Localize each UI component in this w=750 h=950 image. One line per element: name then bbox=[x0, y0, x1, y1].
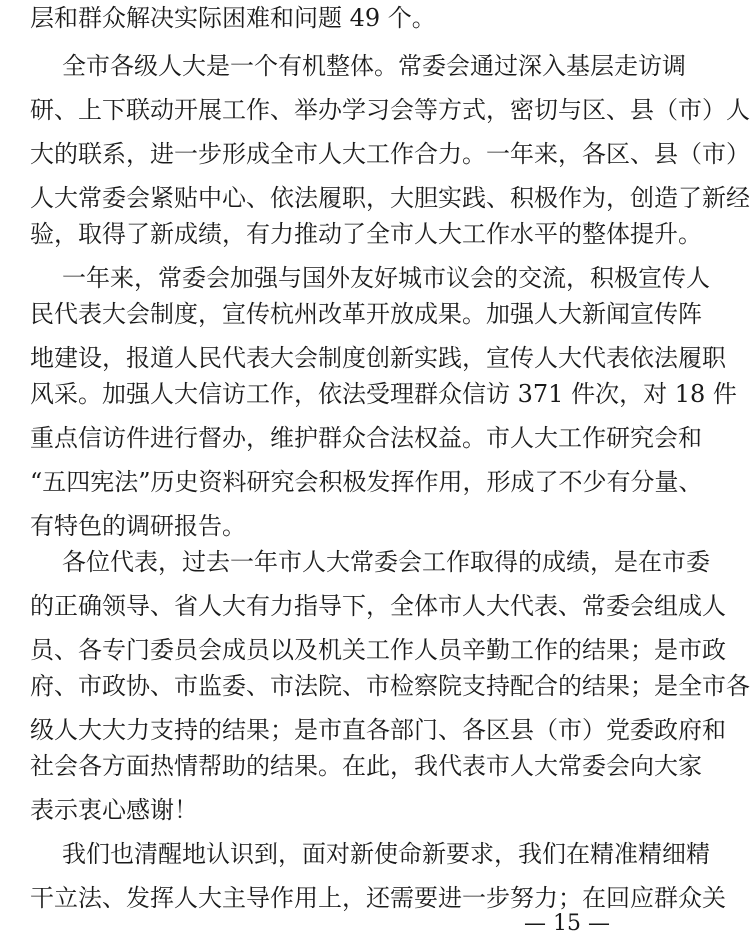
paragraph-3-line-6: “五四宪法”历史资料研究会积极发挥作用，形成了不少有分量、 bbox=[30, 468, 703, 496]
paragraph-3-line-4: 风采。加强人大信访工作，依法受理群众信访 371 件次，对 18 件 bbox=[30, 380, 737, 408]
paragraph-4-line-3: 员、各专门委员会成员以及机关工作人员辛勤工作的结果；是市政 bbox=[30, 636, 726, 664]
paragraph-4-line-5: 级人大大力支持的结果；是市直各部门、各区县（市）党委政府和 bbox=[30, 716, 726, 744]
paragraph-5-line-2: 干立法、发挥人大主导作用上，还需要进一步努力；在回应群众关 bbox=[30, 884, 726, 912]
paragraph-3-line-1: 一年来，常委会加强与国外友好城市议会的交流，积极宣传人 bbox=[62, 264, 710, 292]
paragraph-4-line-7: 表示衷心感谢！ bbox=[30, 796, 198, 824]
paragraph-2-line-2: 研、上下联动开展工作、举办学习会等方式，密切与区、县（市）人 bbox=[30, 96, 750, 124]
page-number: — 15 — bbox=[524, 911, 610, 936]
paragraph-5-line-1: 我们也清醒地认识到，面对新使命新要求，我们在精准精细精 bbox=[62, 840, 710, 868]
paragraph-3-line-5: 重点信访件进行督办，维护群众合法权益。市人大工作研究会和 bbox=[30, 424, 702, 452]
paragraph-3-line-2: 民代表大会制度，宣传杭州改革开放成果。加强人大新闻宣传阵 bbox=[30, 300, 702, 328]
paragraph-4-line-1: 各位代表，过去一年市人大常委会工作取得的成绩，是在市委 bbox=[62, 548, 710, 576]
paragraph-2-line-1: 全市各级人大是一个有机整体。常委会通过深入基层走访调 bbox=[62, 52, 686, 80]
paragraph-4-line-2: 的正确领导、省人大有力指导下，全体市人大代表、常委会组成人 bbox=[30, 592, 726, 620]
paragraph-2-line-3: 大的联系，进一步形成全市人大工作合力。一年来，各区、县（市） bbox=[30, 140, 750, 168]
paragraph-2-line-5: 验，取得了新成绩，有力推动了全市人大工作水平的整体提升。 bbox=[30, 220, 702, 248]
paragraph-4-line-4: 府、市政协、市监委、市法院、市检察院支持配合的结果；是全市各 bbox=[30, 672, 750, 700]
paragraph-1-line-1: 层和群众解决实际困难和问题 49 个。 bbox=[30, 4, 436, 32]
paragraph-3-line-7: 有特色的调研报告。 bbox=[30, 512, 246, 540]
paragraph-2-line-4: 人大常委会紧贴中心、依法履职，大胆实践、积极作为，创造了新经 bbox=[30, 184, 750, 212]
paragraph-4-line-6: 社会各方面热情帮助的结果。在此，我代表市人大常委会向大家 bbox=[30, 752, 702, 780]
paragraph-3-line-3: 地建设，报道人民代表大会制度创新实践，宣传人大代表依法履职 bbox=[30, 344, 726, 372]
